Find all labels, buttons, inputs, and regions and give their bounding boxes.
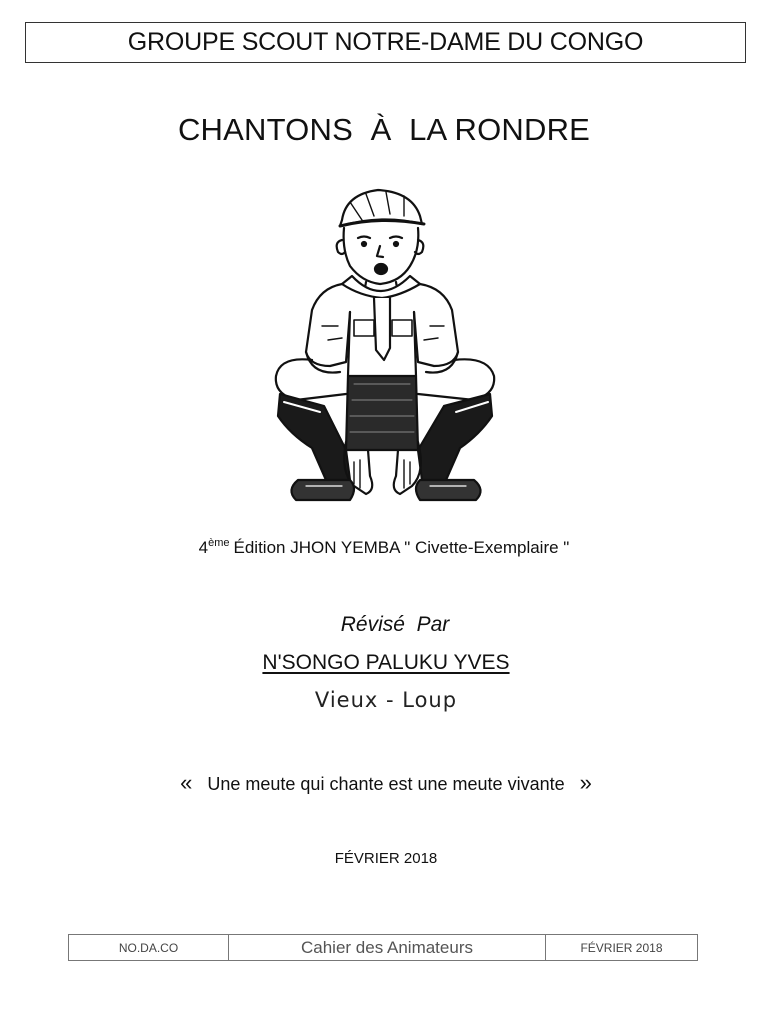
author-name: N'SONGO PALUKU YVES [262, 651, 510, 674]
edition-number: 4 [198, 538, 209, 557]
edition-superscript: ème [208, 537, 230, 549]
revised-by-label: Révisé Par [340, 613, 450, 636]
edition-line [0, 537, 768, 558]
publication-date: FÉVRIER 2018 [334, 850, 438, 867]
quote-open-mark: « [180, 770, 193, 795]
edition-text: Édition JHON YEMBA " Civette-Exemplaire " [233, 538, 570, 557]
group-name: GROUPE SCOUT NOTRE-DAME DU CONGO [127, 28, 644, 56]
footer-center-cell: Cahier des Animateurs [229, 935, 546, 960]
document-title: CHANTONS À LA RONDRE [177, 112, 591, 147]
author-title: Vieux - Loup [314, 688, 458, 712]
quote-text: Une meute qui chante est une meute vivante [207, 774, 565, 794]
footer-left-cell: NO.DA.CO [69, 935, 229, 960]
footer-table [68, 934, 698, 961]
quote-close-mark: » [579, 770, 592, 795]
motto-quote [0, 770, 768, 796]
footer-right-cell: FÉVRIER 2018 [580, 940, 663, 955]
crouching-scout-illustration [250, 180, 520, 512]
header-box [25, 22, 746, 63]
